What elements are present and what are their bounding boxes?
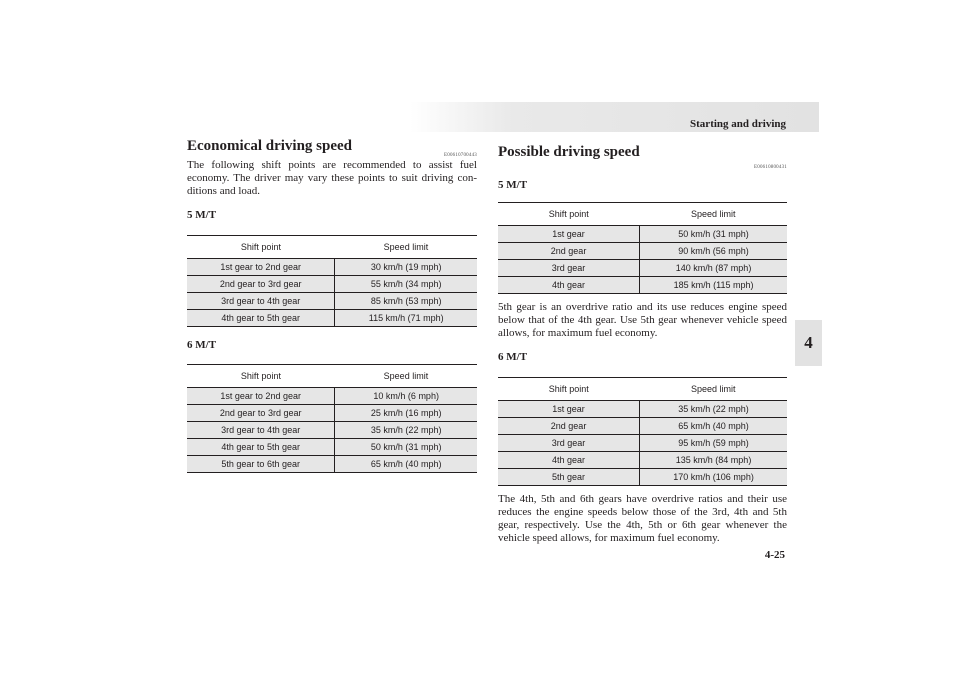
subheading-5mt: 5 M/T bbox=[498, 179, 528, 191]
speed-limit-cell: 65 km/h (40 mph) bbox=[640, 418, 787, 435]
speed-table-6mt bbox=[498, 377, 787, 486]
speed-limit-cell: 115 km/h (71 mph) bbox=[335, 310, 477, 327]
table-row bbox=[187, 439, 477, 456]
table-row bbox=[498, 277, 787, 294]
shift-table-6mt bbox=[187, 364, 477, 473]
col-header-shift-point: Shift point bbox=[498, 378, 640, 401]
heading-economical-speed: Economical driving speed bbox=[187, 138, 353, 154]
section-title: Starting and driving bbox=[690, 118, 786, 130]
gear-cell: 1st gear bbox=[498, 226, 640, 243]
speed-limit-cell: 140 km/h (87 mph) bbox=[640, 260, 787, 277]
col-header-speed-limit: Speed limit bbox=[335, 365, 477, 388]
speed-limit-cell: 50 km/h (31 mph) bbox=[335, 439, 477, 456]
heading-possible-speed: Possible driving speed bbox=[498, 144, 640, 160]
table-row bbox=[187, 310, 477, 327]
subheading-6mt: 6 M/T bbox=[498, 351, 528, 363]
shift-point-cell: 1st gear to 2nd gear bbox=[187, 259, 335, 276]
gear-cell: 2nd gear bbox=[498, 243, 640, 260]
speed-table-5mt bbox=[498, 202, 787, 294]
col-header-shift-point: Shift point bbox=[187, 365, 335, 388]
table-row bbox=[498, 452, 787, 469]
reference-code: E00610700443 bbox=[444, 153, 477, 158]
table-row bbox=[498, 418, 787, 435]
shift-point-cell: 5th gear to 6th gear bbox=[187, 456, 335, 473]
overdrive-paragraph-6mt: The 4th, 5th and 6th gears have overdrive ratios and their use reduces the engine speeds below those of the 3rd, 4th and 5th gear, respectively. Use the 4th, 5th or 6th gear whenever the vehicle speed allows, for maximum fuel economy. bbox=[498, 493, 787, 544]
speed-limit-cell: 30 km/h (19 mph) bbox=[335, 259, 477, 276]
table-row bbox=[498, 243, 787, 260]
subheading-6mt: 6 M/T bbox=[187, 339, 217, 351]
speed-limit-cell: 25 km/h (16 mph) bbox=[335, 405, 477, 422]
shift-point-cell: 3rd gear to 4th gear bbox=[187, 293, 335, 310]
page-number: 4-25 bbox=[764, 549, 785, 561]
table-row bbox=[187, 293, 477, 310]
speed-limit-cell: 85 km/h (53 mph) bbox=[335, 293, 477, 310]
gear-cell: 1st gear bbox=[498, 401, 640, 418]
shift-table-5mt bbox=[187, 235, 477, 327]
gear-cell: 3rd gear bbox=[498, 435, 640, 452]
speed-limit-cell: 185 km/h (115 mph) bbox=[640, 277, 787, 294]
shift-point-cell: 2nd gear to 3rd gear bbox=[187, 276, 335, 293]
gear-cell: 3rd gear bbox=[498, 260, 640, 277]
gear-cell: 5th gear bbox=[498, 469, 640, 486]
gear-cell: 2nd gear bbox=[498, 418, 640, 435]
speed-limit-cell: 50 km/h (31 mph) bbox=[640, 226, 787, 243]
speed-limit-cell: 65 km/h (40 mph) bbox=[335, 456, 477, 473]
table-row bbox=[498, 435, 787, 452]
table-row bbox=[498, 401, 787, 418]
shift-point-cell: 4th gear to 5th gear bbox=[187, 439, 335, 456]
table-row bbox=[187, 456, 477, 473]
speed-limit-cell: 55 km/h (34 mph) bbox=[335, 276, 477, 293]
col-header-speed-limit: Speed limit bbox=[335, 236, 477, 259]
table-row bbox=[187, 405, 477, 422]
table-row bbox=[187, 422, 477, 439]
left-column bbox=[187, 137, 477, 473]
gear-cell: 4th gear bbox=[498, 452, 640, 469]
table-row bbox=[498, 226, 787, 243]
chapter-tab: 4 bbox=[795, 320, 822, 366]
shift-point-cell: 2nd gear to 3rd gear bbox=[187, 405, 335, 422]
table-row bbox=[187, 388, 477, 405]
gear-cell: 4th gear bbox=[498, 277, 640, 294]
speed-limit-cell: 135 km/h (84 mph) bbox=[640, 452, 787, 469]
heading-row bbox=[498, 143, 787, 169]
table-row bbox=[187, 276, 477, 293]
shift-point-cell: 4th gear to 5th gear bbox=[187, 310, 335, 327]
table-row bbox=[498, 260, 787, 277]
shift-point-cell: 3rd gear to 4th gear bbox=[187, 422, 335, 439]
right-column bbox=[498, 137, 787, 545]
col-header-shift-point: Shift point bbox=[187, 236, 335, 259]
shift-point-cell: 1st gear to 2nd gear bbox=[187, 388, 335, 405]
speed-limit-cell: 170 km/h (106 mph) bbox=[640, 469, 787, 486]
overdrive-paragraph-5mt: 5th gear is an overdrive ratio and its use reduces engine speed below that of the 4th gear. Use 5th gear whenever vehicle speed allows, for maximum fuel economy. bbox=[498, 301, 787, 339]
subheading-5mt: 5 M/T bbox=[187, 209, 217, 221]
col-header-shift-point: Shift point bbox=[498, 203, 640, 226]
speed-limit-cell: 35 km/h (22 mph) bbox=[335, 422, 477, 439]
table-row bbox=[187, 259, 477, 276]
speed-limit-cell: 10 km/h (6 mph) bbox=[335, 388, 477, 405]
col-header-speed-limit: Speed limit bbox=[640, 203, 787, 226]
speed-limit-cell: 90 km/h (56 mph) bbox=[640, 243, 787, 260]
table-row bbox=[498, 469, 787, 486]
heading-row bbox=[187, 137, 477, 159]
intro-paragraph: The following shift points are recommended to assist fuel economy. The driver may vary these points to suit driving con-ditions and load. bbox=[187, 159, 477, 197]
speed-limit-cell: 95 km/h (59 mph) bbox=[640, 435, 787, 452]
speed-limit-cell: 35 km/h (22 mph) bbox=[640, 401, 787, 418]
col-header-speed-limit: Speed limit bbox=[640, 378, 787, 401]
reference-code: E00610800431 bbox=[754, 165, 787, 170]
